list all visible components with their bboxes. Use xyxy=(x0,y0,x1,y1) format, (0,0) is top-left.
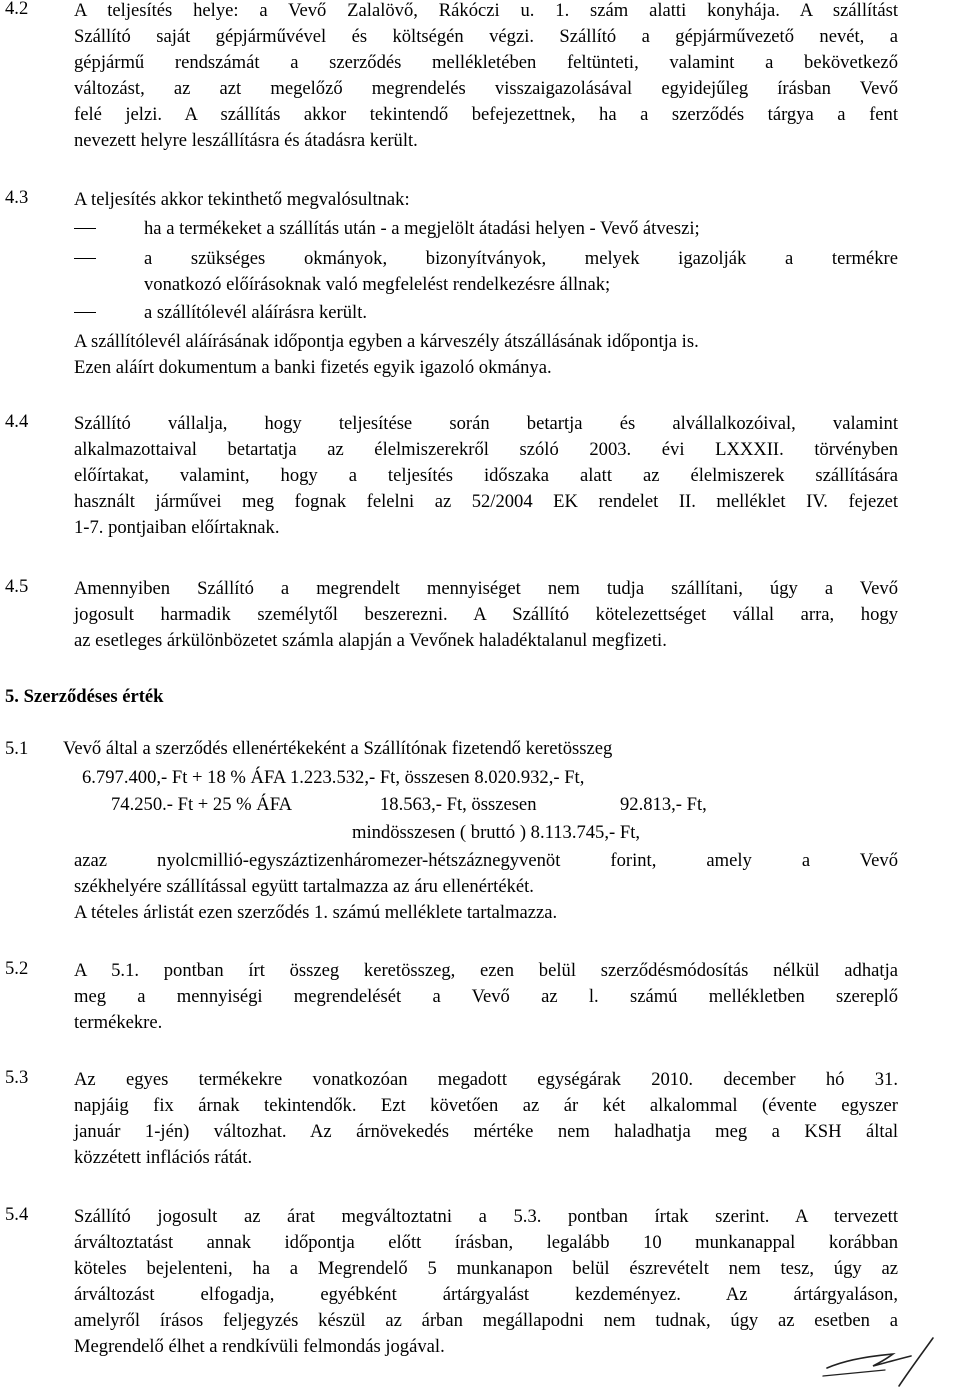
section-number: 4.5 xyxy=(5,576,29,597)
text-line: a szállítólevél aláírásra került. xyxy=(144,302,368,323)
text-line: árváltozást elfogadja, egyébként ártárgyalást kezdeményez. Az ártárgyaláson, xyxy=(74,1284,898,1305)
section-number: 5.3 xyxy=(5,1067,29,1088)
text-line: január 1-jén) változhat. Az árnövekedés mértéke nem haladhatja meg a KSH által xyxy=(74,1121,898,1142)
text-line: A teljesítés akkor tekinthető megvalósultnak: xyxy=(74,189,410,210)
price-line-part: 92.813,- Ft, xyxy=(620,794,707,815)
text-line: Szállító saját gépjárművével és költségén végzi. Szállító a gépjárművezető nevét, a xyxy=(74,26,898,47)
text-line: A 5.1. pontban írt összeg keretösszeg, ezen belül szerződésmódosítás nélkül adhatja xyxy=(74,960,898,981)
section-text xyxy=(74,329,898,381)
section-heading: 5. Szerződéses érték xyxy=(5,686,164,707)
handwritten-signature-icon xyxy=(815,1330,955,1390)
text-line: 1-7. pontjaiban előírtaknak. xyxy=(74,517,280,538)
section-number: 5.1 xyxy=(5,738,29,759)
text-line: Ezen aláírt dokumentum a banki fizetés egyik igazoló okmánya. xyxy=(74,357,552,378)
text-line: Amennyiben Szállító a megrendelt mennyiséget nem tudja szállítani, úgy a Vevő xyxy=(74,578,898,599)
section-number: 5.2 xyxy=(5,958,29,979)
price-line-part: 74.250.- Ft + 25 % ÁFA xyxy=(111,794,293,815)
text-line: vonatkozó előírásoknak való megfelelést rendelkezésre állnak; xyxy=(144,274,611,295)
dash-bullet xyxy=(74,258,96,259)
price-line: 6.797.400,- Ft + 18 % ÁFA 1.223.532,- Ft, összesen 8.020.932,- Ft, xyxy=(82,767,585,788)
section-intro xyxy=(74,187,898,213)
text-line: felé jelzi. A szállítás akkor tekintendő befejezettnek, ha a szerződés tárgya a fent xyxy=(74,104,898,125)
section-number: 4.3 xyxy=(5,187,29,208)
section-intro: Vevő által a szerződés ellenértékeként a Szállítónak fizetendő keretösszeg xyxy=(63,738,613,759)
section-number: 5.4 xyxy=(5,1204,29,1225)
text-line: A tételes árlistát ezen szerződés 1. számú melléklete tartalmazza. xyxy=(74,902,558,923)
section-text xyxy=(74,1067,898,1171)
section-number: 4.4 xyxy=(5,411,29,432)
text-line: azaz nyolcmillió-egyszáztizenháromezer-hétszáznegyvenöt forint, amely a Vevő xyxy=(74,850,898,871)
text-line: Megrendelő élhet a rendkívüli felmondás jogával. xyxy=(74,1336,445,1357)
price-line-part: 18.563,- Ft, összesen xyxy=(380,794,537,815)
section-text xyxy=(74,958,898,1036)
text-line: előírtakat, valamint, hogy a teljesítés időszaka alatt az élelmiszerek szállítására xyxy=(74,465,898,486)
text-line: A szállítólevél aláírásának időpontja egyben a kárveszély átszállásának időpontja is. xyxy=(74,331,699,352)
dash-bullet xyxy=(74,312,96,313)
text-line: közzétett inflációs rátát. xyxy=(74,1147,253,1168)
dash-bullet xyxy=(74,228,96,229)
section-text xyxy=(74,848,898,926)
text-line: Az egyes termékekre vonatkozóan megadott egységárak 2010. december hó 31. xyxy=(74,1069,898,1090)
section-text xyxy=(74,1204,898,1360)
text-line: ha a termékeket a szállítás után - a megjelölt átadási helyen - Vevő átveszi; xyxy=(144,218,700,239)
text-line: használt járművei meg fognak felelni az 52/2004 EK rendelet II. melléklet IV. fejezet xyxy=(74,491,898,512)
text-line: meg a mennyiségi megrendelését a Vevő az l. számú mellékletben szereplő xyxy=(74,986,898,1007)
text-line: jogosult harmadik személytől beszerezni. A Szállító kötelezettséget vállal arra, hogy xyxy=(74,604,898,625)
total-line: mindösszesen ( bruttó ) 8.113.745,- Ft, xyxy=(352,822,641,843)
section-text xyxy=(74,576,898,654)
section-text xyxy=(74,0,898,154)
text-line: A teljesítés helye: a Vevő Zalalövő, Rákóczi u. 1. szám alatti konyhája. A szállítást xyxy=(74,0,898,21)
text-line: az esetleges árkülönbözetet számla alapján a Vevőnek haladéktalanul megfizeti. xyxy=(74,630,667,651)
text-line: Szállító jogosult az árat megváltoztatni a 5.3. pontban írtak szerint. A tervezett xyxy=(74,1206,898,1227)
text-line: a szükséges okmányok, bizonyítványok, melyek igazolják a termékre xyxy=(144,248,898,269)
text-line: alkalmazottaival betartatja az élelmiszerekről szóló 2003. évi LXXXII. törvényben xyxy=(74,439,898,460)
text-line: amelyről írásos feljegyzés készül az árban megállapodni nem tudnak, úgy az esetben a xyxy=(74,1310,898,1331)
section-text xyxy=(74,411,898,541)
text-line: gépjármű rendszámát a szerződés mellékletében feltünteti, valamint a bekövetkező xyxy=(74,52,898,73)
text-line: napjáig fix árnak tekintendők. Ezt követően az ár két alkalommal (évente egyszer xyxy=(74,1095,898,1116)
text-line: köteles bejelenteni, ha a Megrendelő 5 munkanapon belül észrevételt nem tesz, úgy az xyxy=(74,1258,898,1279)
text-line: változást, az azt megelőző megrendelés visszaigazolásával egyidejűleg írásban Vevő xyxy=(74,78,898,99)
text-line: nevezett helyre leszállításra és átadásra került. xyxy=(74,130,418,151)
text-line: termékekre. xyxy=(74,1012,163,1033)
section-number: 4.2 xyxy=(5,0,29,19)
text-line: székhelyére szállítással együtt tartalmazza az áru ellenértékét. xyxy=(74,876,534,897)
text-line: árváltoztatást annak időpontja előtt írásban, legalább 10 munkanappal korábban xyxy=(74,1232,898,1253)
text-line: Szállító vállalja, hogy teljesítése során betartja és alvállalkozóival, valamint xyxy=(74,413,898,434)
